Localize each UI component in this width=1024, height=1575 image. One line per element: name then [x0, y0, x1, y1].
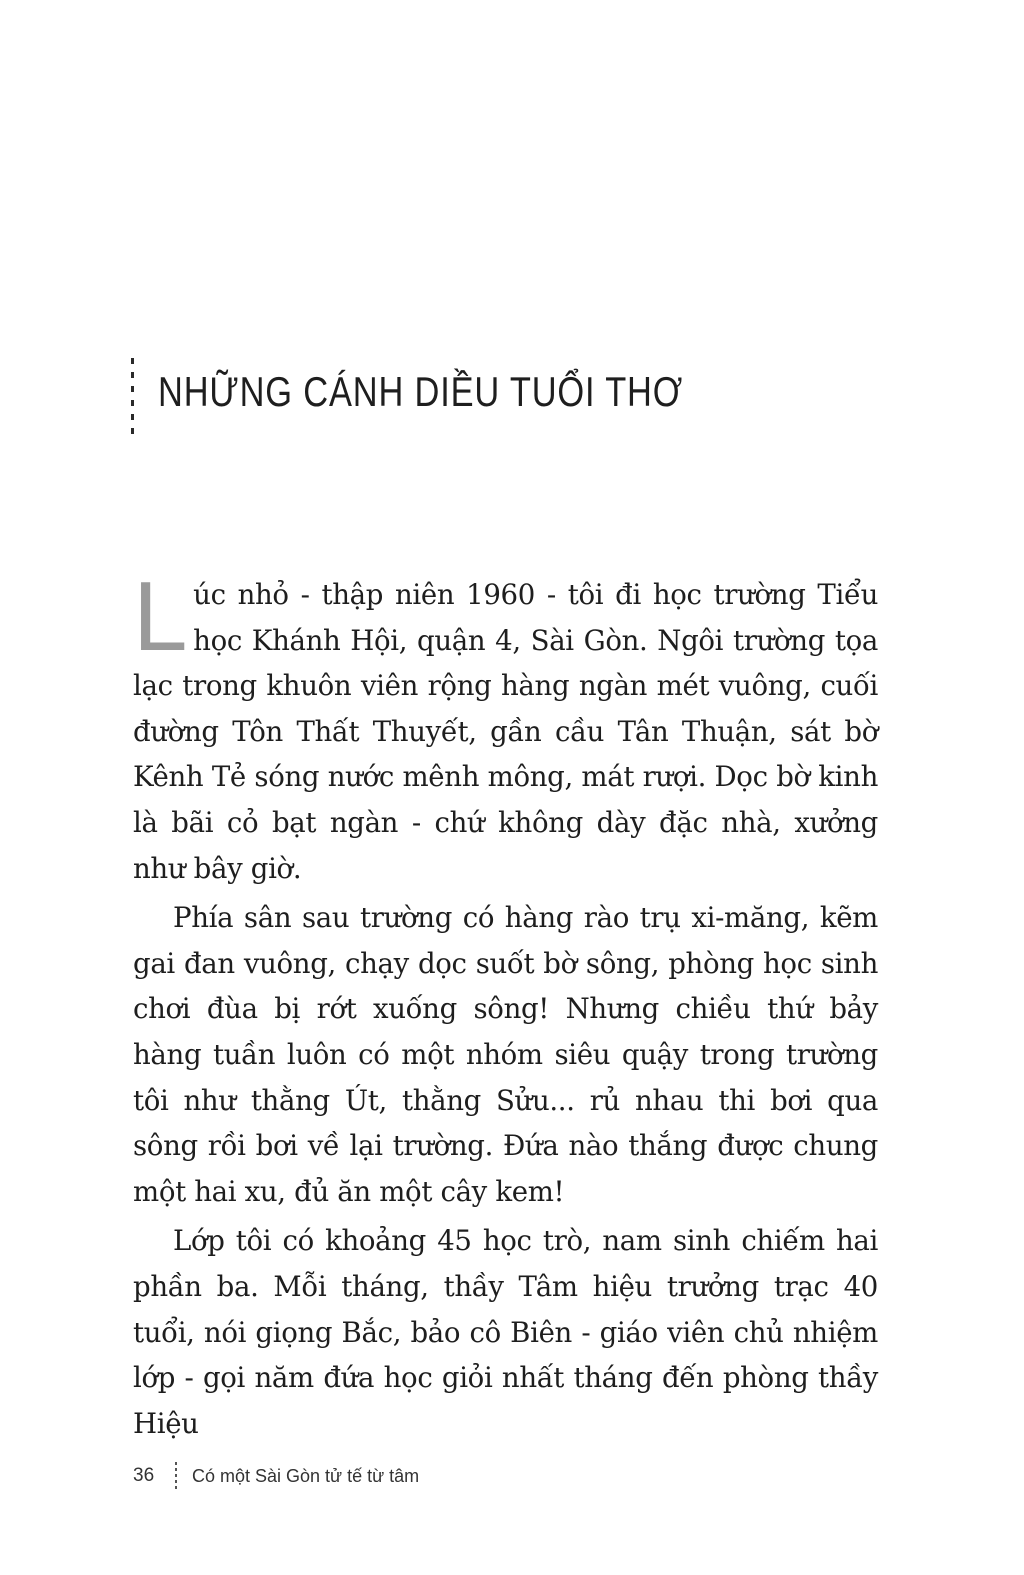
- page-number: 36: [133, 1465, 155, 1486]
- chapter-title: NHỮNG CÁNH DIỀU TUỔI THƠ: [158, 368, 684, 415]
- paragraph-2: Phía sân sau trường có hàng rào trụ xi-măng, kẽm gai đan vuông, chạy dọc suốt bờ sông, phòng học sinh chơi đùa bị rớt xuống sông! Nhưng chiều thứ bảy hàng tuần luôn có một nhóm siêu quậy trong trường tôi như thằng Út, thằng Sửu... rủ nhau thi bơi qua sông rồi bơi về lại trường. Đứa nào thắng được chung một hai xu, đủ ăn một cây kem!: [133, 901, 878, 1208]
- drop-cap: L: [133, 561, 188, 671]
- title-dashed-rule: [131, 358, 134, 434]
- paragraph-3: Lớp tôi có khoảng 45 học trò, nam sinh chiếm hai phần ba. Mỗi tháng, thầy Tâm hiệu trưởng trạc 40 tuổi, nói giọng Bắc, bảo cô Biên - giáo viên chủ nhiệm lớp - gọi năm đứa học giỏi nhất tháng đến phòng thầy Hiệu: [133, 1224, 878, 1440]
- paragraph-1: [133, 561, 878, 891]
- chapter-body: [133, 561, 878, 1450]
- footer-dashed-rule: [175, 1462, 177, 1492]
- running-book-title: Có một Sài Gòn tử tế từ tâm: [192, 1466, 420, 1486]
- paragraph-1-text: úc nhỏ - thập niên 1960 - tôi đi học trường Tiểu học Khánh Hội, quận 4, Sài Gòn. Ngôi trường tọa lạc trong khuôn viên rộng hàng ngàn mét vuông, cuối đường Tôn Thất Thuyết, gần cầu Tân Thuận, sát bờ Kênh Tẻ sóng nước mênh mông, mát rượi. Dọc bờ kinh là bãi cỏ bạt ngàn - chứ không dày đặc nhà, xưởng như bây giờ.: [133, 578, 878, 885]
